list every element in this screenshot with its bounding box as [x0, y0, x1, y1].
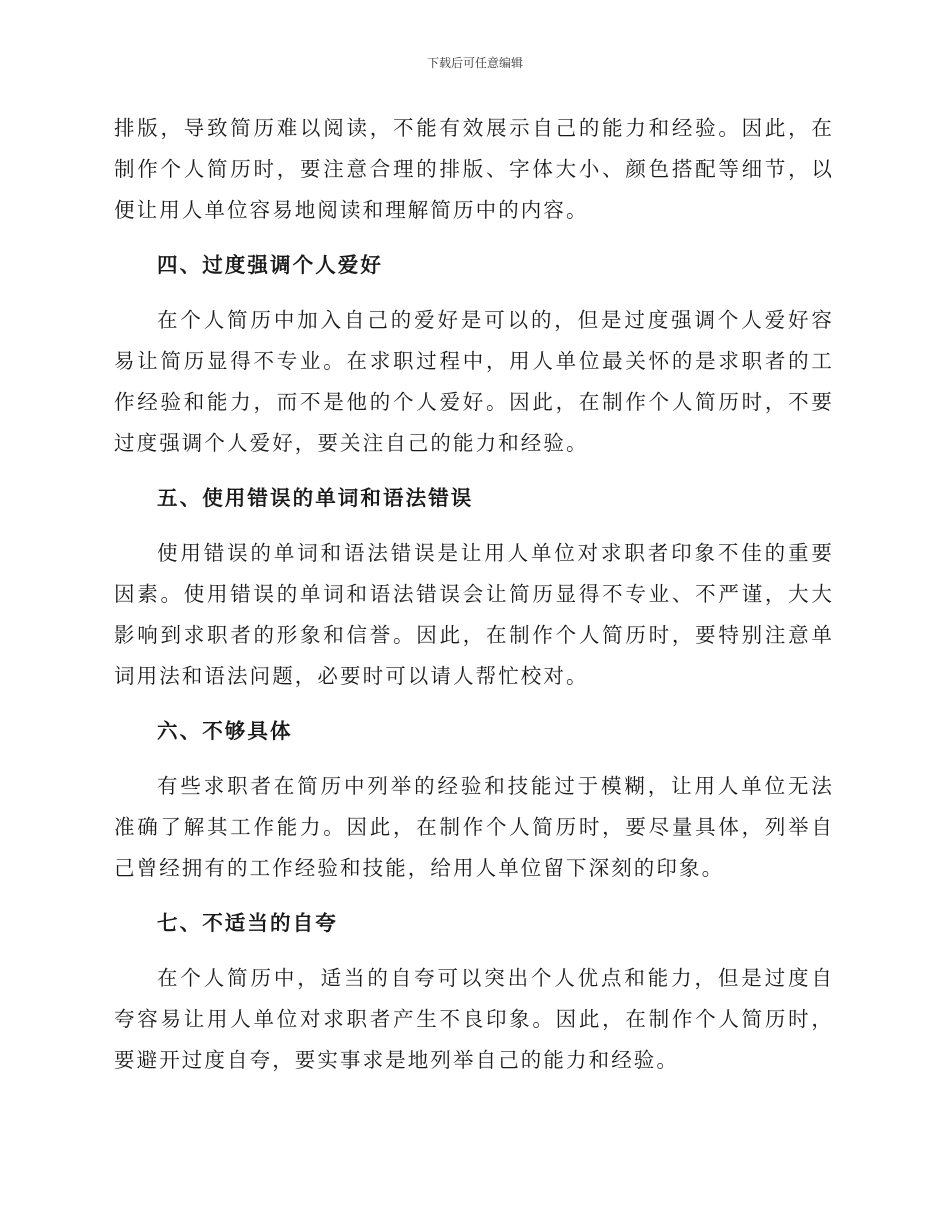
paragraph-hobbies: 在个人简历中加入自己的爱好是可以的，但是过度强调个人爱好容易让简历显得不专业。在求职过程中，用人单位最关怀的是求职者的工作经验和能力，而不是他的个人爱好。因此，在制作个人简历时，不要过度强调个人爱好，要关注自己的能力和经验。: [114, 308, 834, 455]
section-heading-errors: 五、使用错误的单词和语法错误: [157, 486, 474, 510]
paragraph-errors: 使用错误的单词和语法错误是让用人单位对求职者印象不佳的重要因素。使用错误的单词和语法错误会让简历显得不专业、不严谨，大大影响到求职者的形象和信誉。因此，在制作个人简历时，要特别注意单词用法和语法问题，必要时可以请人帮忙校对。: [114, 541, 834, 688]
section-heading-specificity: 六、不够具体: [157, 719, 293, 743]
paragraph-specificity: 有些求职者在简历中列举的经验和技能过于模糊，让用人单位无法准确了解其工作能力。因此，在制作个人简历时，要尽量具体，列举自己曾经拥有的工作经验和技能，给用人单位留下深刻的印象。: [114, 774, 834, 880]
paragraph-boasting: 在个人简历中，适当的自夸可以突出个人优点和能力，但是过度自夸容易让用人单位对求职者产生不良印象。因此，在制作个人简历时，要避开过度自夸，要实事求是地列举自己的能力和经验。: [114, 966, 834, 1072]
document-body: [114, 108, 834, 1095]
paragraph-layout-continuation: 排版，导致简历难以阅读，不能有效展示自己的能力和经验。因此，在制作个人简历时，要注意合理的排版、字体大小、颜色搭配等细节，以便让用人单位容易地阅读和理解简历中的内容。: [114, 116, 834, 222]
page-header: 下载后可任意编辑: [426, 56, 523, 70]
section-heading-boasting: 七、不适当的自夸: [157, 911, 338, 935]
section-heading-hobbies: 四、过度强调个人爱好: [157, 253, 383, 277]
